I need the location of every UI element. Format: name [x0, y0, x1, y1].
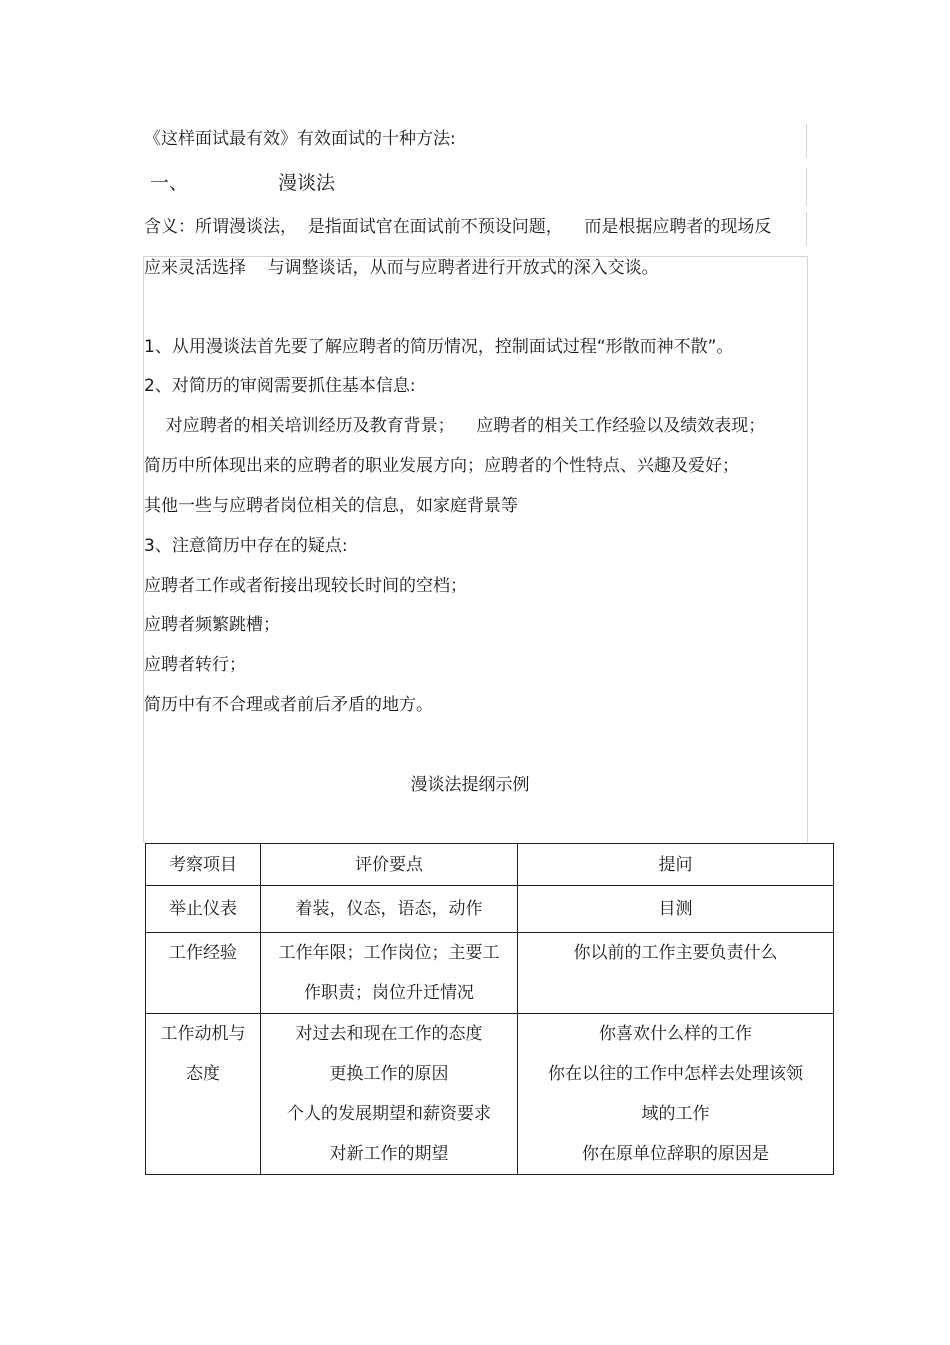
- section-number: 一、: [150, 172, 189, 194]
- cell-line: 工作动机与: [160, 1024, 246, 1044]
- point-line: 应聘者频繁跳槽；: [144, 615, 280, 635]
- table-header-row: [146, 844, 834, 886]
- cell-line: 你以前的工作主要负责什么: [573, 943, 778, 963]
- cell-line: 域的工作: [641, 1104, 710, 1124]
- cell-line: 你在原单位辞职的原因是: [582, 1144, 769, 1164]
- guide-line: [807, 256, 808, 842]
- guide-line: [806, 124, 807, 158]
- cell-line: 你喜欢什么样的工作: [599, 1024, 752, 1044]
- table-row: [146, 1014, 834, 1175]
- outline-table: [145, 843, 834, 1175]
- cell-line: 对新工作的期望: [329, 1144, 449, 1164]
- item-cell: [146, 1014, 261, 1175]
- guide-line: [806, 168, 807, 206]
- cell-line: 工作经验: [169, 943, 237, 963]
- point-line: 应聘者转行；: [144, 655, 246, 675]
- item-cell: [146, 933, 261, 1014]
- cell-line: 作职责；岗位升迁情况: [304, 983, 474, 1003]
- point-line: 简历中有不合理或者前后矛盾的地方。: [144, 695, 433, 715]
- item-cell: 举止仪表: [146, 886, 261, 933]
- point-line: 3、注意简历中存在的疑点:: [144, 536, 348, 556]
- cell-line: 个人的发展期望和薪资要求: [287, 1104, 491, 1124]
- points-cell: [261, 1014, 518, 1175]
- section-title: 漫谈法: [278, 172, 336, 194]
- guide-line: [806, 212, 807, 246]
- point-line: 简历中所体现出来的应聘者的职业发展方向；应聘者的个性特点、兴趣及爱好；: [144, 456, 739, 476]
- point-line: 应聘者工作或者衔接出现较长时间的空档；: [144, 576, 467, 596]
- point-line: 对应聘者的相关培训经历及教育背景； 应聘者的相关工作经验以及绩效表现；: [144, 416, 766, 436]
- cell-line: 对过去和现在工作的态度: [295, 1024, 483, 1044]
- definition-line: 应来灵活选择 与调整谈话，从而与应聘者进行开放式的深入交谈。: [144, 258, 659, 278]
- column-header: 评价要点: [261, 844, 518, 886]
- point-line: 1、从用漫谈法首先要了解应聘者的简历情况，控制面试过程“形散而神不散”。: [144, 337, 734, 357]
- questions-cell: [518, 1014, 834, 1175]
- points-cell: 着装，仪态，语态，动作: [261, 886, 518, 933]
- table-caption: 漫谈法提纲示例: [410, 775, 530, 795]
- point-line: 其他一些与应聘者岗位相关的信息，如家庭背景等: [144, 496, 518, 516]
- cell-line: 态度: [186, 1064, 220, 1084]
- table-row: [146, 886, 834, 933]
- column-header: 提问: [518, 844, 834, 886]
- cell-line: 工作年限；工作岗位；主要工: [278, 943, 500, 963]
- cell-line: 你在以往的工作中怎样去处理该领: [548, 1064, 803, 1084]
- points-cell: [261, 933, 518, 1014]
- point-line: 2、对简历的审阅需要抓住基本信息:: [144, 376, 416, 396]
- questions-cell: [518, 933, 834, 1014]
- table-row: [146, 933, 834, 1014]
- document-title: 《这样面试最有效》有效面试的十种方法:: [144, 129, 456, 149]
- questions-cell: 目测: [518, 886, 834, 933]
- cell-line: 更换工作的原因: [329, 1064, 449, 1084]
- column-header: 考察项目: [146, 844, 261, 886]
- definition-line: 含义：所谓漫谈法， 是指面试官在面试前不预设问题， 而是根据应聘者的现场反: [144, 217, 772, 237]
